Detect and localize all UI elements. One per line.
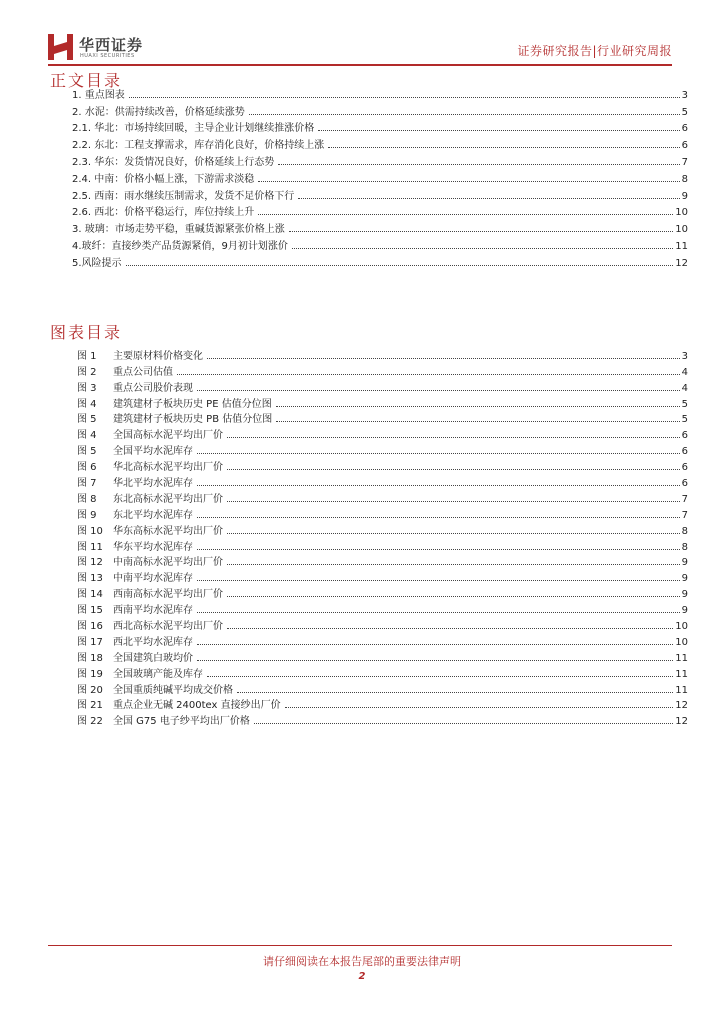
figure-number: 图 4 bbox=[77, 430, 97, 442]
dot-leader bbox=[276, 421, 679, 422]
dot-leader bbox=[197, 485, 680, 486]
figures-title: 图表目录 bbox=[50, 323, 123, 342]
figure-label: 建筑建材子板块历史 PE 估值分位图 bbox=[113, 398, 272, 410]
figure-number: 图 10 bbox=[77, 525, 103, 537]
figure-label: 全国玻璃产能及库存 bbox=[113, 668, 203, 680]
figure-entry[interactable] bbox=[77, 553, 688, 569]
figure-entry[interactable] bbox=[77, 584, 688, 600]
page-header bbox=[48, 30, 672, 64]
figure-page: 5 bbox=[681, 414, 688, 426]
toc-entry-label: 2. 水泥：供需持续改善，价格延续涨势 bbox=[72, 106, 245, 118]
footer-divider bbox=[48, 945, 672, 946]
dot-leader bbox=[197, 612, 680, 613]
toc-entry-label: 5.风险提示 bbox=[72, 257, 122, 269]
dot-leader bbox=[237, 692, 673, 693]
dot-leader bbox=[227, 469, 680, 470]
toc-entry[interactable] bbox=[72, 168, 688, 185]
dot-leader bbox=[292, 248, 673, 249]
figure-label: 全国 G75 电子纱平均出厂价格 bbox=[113, 716, 250, 728]
dot-leader bbox=[126, 265, 674, 266]
toc-entry[interactable] bbox=[72, 151, 688, 168]
dot-leader bbox=[197, 517, 680, 518]
toc-entry-page: 3 bbox=[681, 89, 688, 101]
toc-entry[interactable] bbox=[72, 185, 688, 202]
toc-entry-page: 10 bbox=[675, 207, 688, 219]
toc-entry-page: 9 bbox=[681, 190, 688, 202]
figure-number: 图 6 bbox=[77, 462, 97, 474]
figure-page: 12 bbox=[675, 716, 688, 728]
dot-leader bbox=[227, 596, 680, 597]
figure-page: 11 bbox=[675, 684, 688, 696]
toc-entry-label: 3. 玻璃：市场走势平稳，重碱货源紧张价格上涨 bbox=[72, 224, 285, 236]
figure-page: 9 bbox=[681, 589, 688, 601]
figure-label: 全国平均水泥库存 bbox=[113, 446, 193, 458]
figure-page: 9 bbox=[681, 573, 688, 585]
toc-entry[interactable] bbox=[72, 84, 688, 101]
figure-entry[interactable] bbox=[77, 664, 688, 680]
figure-entry[interactable] bbox=[77, 394, 688, 410]
dot-leader bbox=[227, 533, 680, 534]
toc-entry-label: 1. 重点图表 bbox=[72, 89, 125, 101]
figure-number: 图 2 bbox=[77, 366, 97, 378]
toc-entry-page: 10 bbox=[675, 224, 688, 236]
figure-entry[interactable] bbox=[77, 648, 688, 664]
page-number: 2 bbox=[358, 971, 366, 982]
figure-page: 3 bbox=[681, 350, 688, 362]
figure-entry[interactable] bbox=[77, 696, 688, 712]
toc-entry-label: 2.4. 中南：价格小幅上涨，下游需求淡稳 bbox=[72, 173, 255, 185]
dot-leader bbox=[197, 660, 673, 661]
toc-entry-label: 2.1. 华北：市场持续回暖，主导企业计划继续推涨价格 bbox=[72, 123, 315, 135]
dot-leader bbox=[177, 374, 680, 375]
figure-entry[interactable] bbox=[77, 537, 688, 553]
figure-entry[interactable] bbox=[77, 680, 688, 696]
figure-number: 图 22 bbox=[77, 716, 103, 728]
figure-page: 6 bbox=[681, 462, 688, 474]
figure-label: 全国重质纯碱平均成交价格 bbox=[113, 684, 233, 696]
dot-leader bbox=[197, 580, 680, 581]
toc-entry-label: 4.玻纤：直接纱类产品货源紧俏，9月初计划涨价 bbox=[72, 240, 288, 252]
figure-entry[interactable] bbox=[77, 362, 688, 378]
figure-number: 图 14 bbox=[77, 589, 103, 601]
figure-label: 重点公司股价表现 bbox=[113, 382, 193, 394]
figure-page: 11 bbox=[675, 668, 688, 680]
figure-label: 华北平均水泥库存 bbox=[113, 478, 193, 490]
figure-page: 12 bbox=[675, 700, 688, 712]
dot-leader bbox=[289, 231, 674, 232]
figure-number: 图 8 bbox=[77, 493, 97, 505]
figure-entry[interactable] bbox=[77, 346, 688, 362]
toc-entry-page: 7 bbox=[681, 156, 688, 168]
dot-leader bbox=[258, 214, 673, 215]
report-type-label: 证券研究报告|行业研究周报 bbox=[517, 44, 672, 58]
figure-label: 全国高标水泥平均出厂价 bbox=[113, 430, 223, 442]
figure-number: 图 11 bbox=[77, 541, 103, 553]
figure-number: 图 7 bbox=[77, 478, 97, 490]
toc-entry-label: 2.5. 西南：雨水继续压制需求，发货不足价格下行 bbox=[72, 190, 295, 202]
dot-leader bbox=[276, 406, 680, 407]
toc-entry[interactable] bbox=[72, 202, 688, 219]
figure-number: 图 18 bbox=[77, 652, 103, 664]
dot-leader bbox=[207, 358, 680, 359]
figure-label: 中南高标水泥平均出厂价 bbox=[113, 557, 223, 569]
figure-entry[interactable] bbox=[77, 457, 688, 473]
dot-leader bbox=[207, 676, 673, 677]
toc-entry-label: 2.2. 东北：工程支撑需求，库存消化良好，价格持续上涨 bbox=[72, 140, 325, 152]
dot-leader bbox=[227, 501, 680, 502]
figure-label: 西南高标水泥平均出厂价 bbox=[113, 589, 223, 601]
figure-label: 东北平均水泥库存 bbox=[113, 509, 193, 521]
figure-page: 6 bbox=[681, 430, 688, 442]
figure-entry[interactable] bbox=[77, 425, 688, 441]
toc-entry[interactable] bbox=[72, 134, 688, 151]
toc-entry[interactable] bbox=[72, 218, 688, 235]
figure-number: 图 19 bbox=[77, 668, 103, 680]
figure-label: 西北平均水泥库存 bbox=[113, 636, 193, 648]
figure-label: 华东高标水泥平均出厂价 bbox=[113, 525, 223, 537]
figure-label: 建筑建材子板块历史 PB 估值分位图 bbox=[113, 414, 273, 426]
dot-leader bbox=[129, 97, 680, 98]
toc-entry-page: 6 bbox=[681, 140, 688, 152]
figure-label: 华北高标水泥平均出厂价 bbox=[113, 462, 223, 474]
figure-entry[interactable] bbox=[77, 489, 688, 505]
figure-page: 8 bbox=[681, 525, 688, 537]
figure-entry[interactable] bbox=[77, 410, 688, 426]
figure-page: 6 bbox=[681, 478, 688, 490]
figure-number: 图 4 bbox=[77, 398, 97, 410]
figure-label: 重点公司估值 bbox=[113, 366, 173, 378]
figure-label: 全国建筑白玻均价 bbox=[113, 652, 193, 664]
toc-entry[interactable] bbox=[72, 101, 688, 118]
dot-leader bbox=[318, 130, 679, 131]
figure-page: 8 bbox=[681, 541, 688, 553]
figure-number: 图 17 bbox=[77, 636, 103, 648]
header-divider bbox=[48, 64, 672, 66]
figure-page: 10 bbox=[675, 636, 688, 648]
dot-leader bbox=[227, 437, 680, 438]
figures-list bbox=[77, 346, 688, 727]
figure-label: 华东平均水泥库存 bbox=[113, 541, 193, 553]
figure-label: 西北高标水泥平均出厂价 bbox=[113, 621, 223, 633]
figure-page: 6 bbox=[681, 446, 688, 458]
huaxi-logo-icon bbox=[48, 32, 74, 62]
figure-number: 图 16 bbox=[77, 621, 103, 633]
dot-leader bbox=[285, 707, 674, 708]
toc-entry-label: 2.6. 西北：价格平稳运行，库位持续上升 bbox=[72, 207, 255, 219]
toc-entry[interactable] bbox=[72, 252, 688, 269]
figure-label: 主要原材料价格变化 bbox=[113, 350, 203, 362]
figure-number: 图 20 bbox=[77, 684, 103, 696]
figure-number: 图 3 bbox=[77, 382, 97, 394]
figure-number: 图 21 bbox=[77, 700, 103, 712]
figure-page: 5 bbox=[681, 398, 688, 410]
toc-entry-page: 6 bbox=[681, 123, 688, 135]
toc-entry[interactable] bbox=[72, 118, 688, 135]
legal-notice: 请仔细阅读在本报告尾部的重要法律声明 bbox=[263, 955, 461, 968]
toc-entry-page: 11 bbox=[675, 240, 688, 252]
figure-page: 9 bbox=[681, 605, 688, 617]
dot-leader bbox=[258, 181, 679, 182]
dot-leader bbox=[278, 164, 679, 165]
toc-entry-page: 12 bbox=[675, 257, 688, 269]
figure-page: 11 bbox=[675, 652, 688, 664]
dot-leader bbox=[197, 390, 680, 391]
figure-label: 东北高标水泥平均出厂价 bbox=[113, 493, 223, 505]
figure-page: 4 bbox=[681, 366, 688, 378]
figure-entry[interactable] bbox=[77, 711, 688, 727]
figure-entry[interactable] bbox=[77, 441, 688, 457]
figure-entry[interactable] bbox=[77, 568, 688, 584]
figure-label: 中南平均水泥库存 bbox=[113, 573, 193, 585]
figure-number: 图 13 bbox=[77, 573, 103, 585]
figure-number: 图 5 bbox=[77, 446, 97, 458]
figure-page: 7 bbox=[681, 509, 688, 521]
dot-leader bbox=[197, 644, 673, 645]
figure-page: 10 bbox=[675, 621, 688, 633]
toc-entry[interactable] bbox=[72, 235, 688, 252]
dot-leader bbox=[328, 147, 679, 148]
figure-number: 图 5 bbox=[77, 414, 97, 426]
toc-entry-page: 5 bbox=[681, 106, 688, 118]
figure-label: 西南平均水泥库存 bbox=[113, 605, 193, 617]
figure-page: 4 bbox=[681, 382, 688, 394]
toc-title: 正文目录 bbox=[50, 71, 123, 90]
figure-entry[interactable] bbox=[77, 600, 688, 616]
figure-page: 9 bbox=[681, 557, 688, 569]
dot-leader bbox=[197, 453, 680, 454]
figure-label: 重点企业无碱 2400tex 直接纱出厂价 bbox=[113, 700, 281, 712]
figure-entry[interactable] bbox=[77, 378, 688, 394]
figure-entry[interactable] bbox=[77, 505, 688, 521]
dot-leader bbox=[254, 723, 673, 724]
figure-entry[interactable] bbox=[77, 521, 688, 537]
figure-number: 图 9 bbox=[77, 509, 97, 521]
figure-entry[interactable] bbox=[77, 616, 688, 632]
figure-entry[interactable] bbox=[77, 473, 688, 489]
dot-leader bbox=[298, 198, 679, 199]
figure-entry[interactable] bbox=[77, 632, 688, 648]
figure-page: 7 bbox=[681, 493, 688, 505]
logo-name-cn: 华西证券 bbox=[79, 36, 144, 54]
toc-entry-page: 8 bbox=[681, 173, 688, 185]
toc-list bbox=[72, 84, 688, 269]
figure-number: 图 15 bbox=[77, 605, 103, 617]
dot-leader bbox=[227, 564, 680, 565]
figure-number: 图 12 bbox=[77, 557, 103, 569]
toc-entry-label: 2.3. 华东：发货情况良好，价格延续上行态势 bbox=[72, 156, 275, 168]
logo-name-en: HUAXI SECURITIES bbox=[80, 53, 135, 59]
dot-leader bbox=[249, 114, 680, 115]
dot-leader bbox=[227, 628, 673, 629]
figure-number: 图 1 bbox=[77, 350, 97, 362]
dot-leader bbox=[197, 549, 680, 550]
